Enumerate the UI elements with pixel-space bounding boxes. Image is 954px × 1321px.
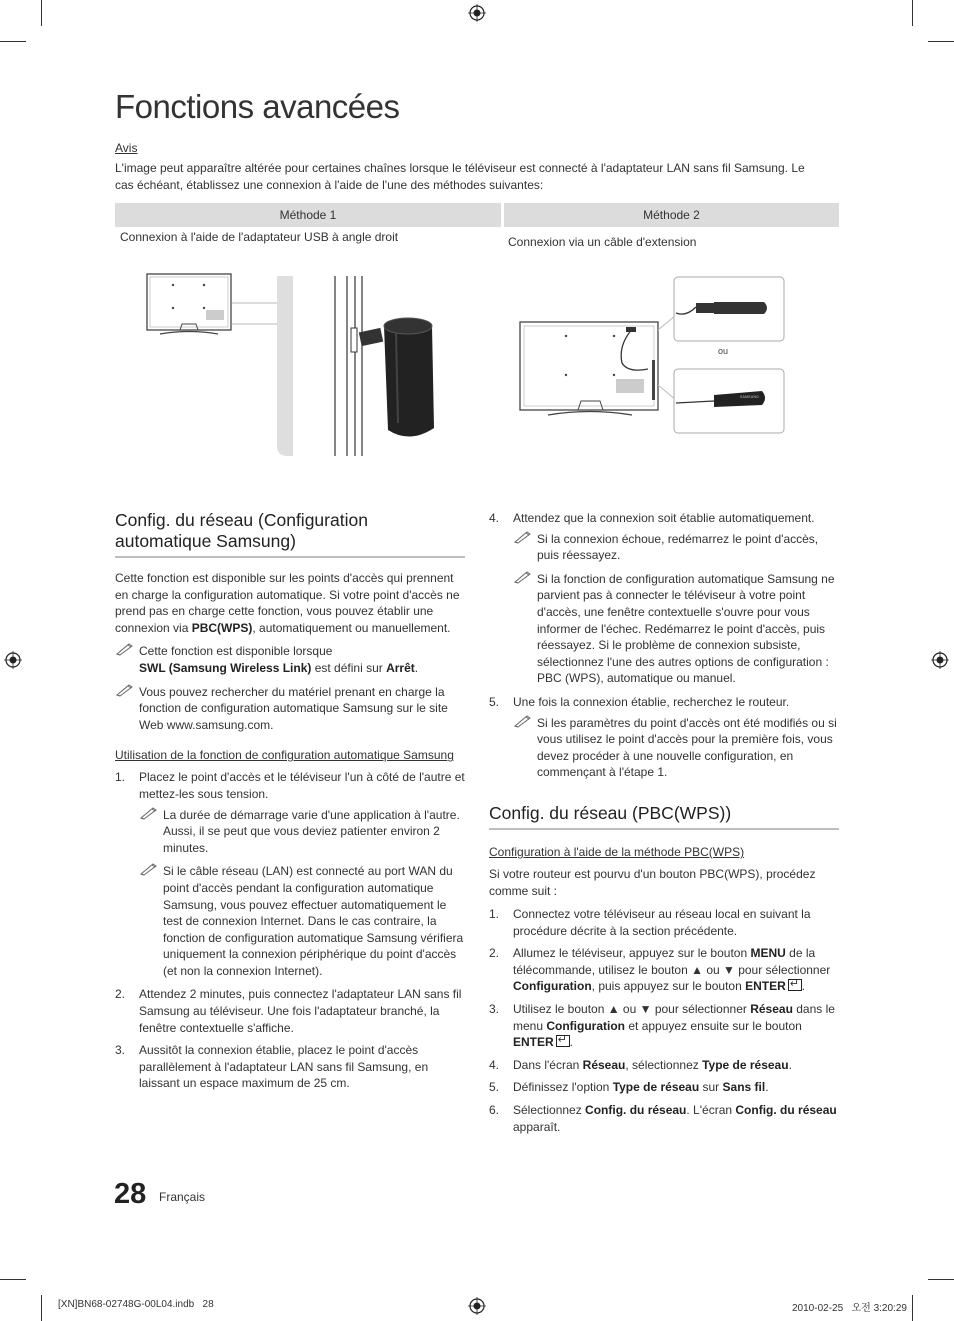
step-item: 5. Une fois la connexion établie, recherchez le routeur. Si les paramètres du point d'accès ont été modifiés ou si vous utilisez le point d'accès pour la première fois, vous devez procéder à une nouvelle configuration, en commençant à l'étape 1. bbox=[489, 694, 839, 781]
step-note: Si la connexion échoue, redémarrez le point d'accès, puis réessayez. bbox=[513, 531, 839, 564]
crosshair-icon bbox=[4, 651, 22, 669]
samsung-brand-label: SAMSUNG bbox=[740, 395, 760, 399]
method2-caption: Connexion via un câble d'extension bbox=[508, 235, 697, 249]
footer-timestamp: 2010-02-25 오전 3:20:29 bbox=[792, 1303, 907, 1314]
right-column bbox=[489, 510, 839, 1141]
section1-note: Cette fonction est disponible lorsque SWL (Samsung Wireless Link) est défini sur Arrêt. bbox=[115, 643, 465, 676]
step-item: 2. Attendez 2 minutes, puis connectez l'adaptateur LAN sans fil Samsung au téléviseur. Une fois l'adaptateur branché, la fenêtre contextuelle s'affiche. bbox=[115, 987, 462, 1035]
enter-icon bbox=[788, 979, 802, 991]
pencil-note-icon bbox=[139, 862, 159, 876]
section1-heading: Config. du réseau (Configuration automatique Samsung) bbox=[115, 510, 465, 558]
avis-text: L'image peut apparaître altérée pour certaines chaînes lorsque le téléviseur est connecté à l'adaptateur LAN sans fil Samsung. Le cas échéant, établissez une connexion à l'aide de l'une des méthodes suivantes: bbox=[115, 161, 805, 192]
pencil-note-icon bbox=[115, 683, 135, 697]
step-note: Si la fonction de configuration automatique Samsung ne parvient pas à connecter le téléviseur à votre point d'accès, une fenêtre contextuelle s'ouvre pour vous informer de l'échec. Redémarrez le point d'accès, puis réessayez. Si le problème de connexion subsiste, sélectionnez l'une des autres options de configuration : PBC (WPS), automatique ou manuel. bbox=[513, 571, 839, 687]
page-title: Fonctions avancées bbox=[115, 88, 400, 125]
section2-subheading: Configuration à l'aide de la méthode PBC(WPS) bbox=[489, 844, 745, 859]
crop-mark bbox=[928, 1279, 954, 1280]
method2-header: Méthode 2 bbox=[504, 203, 839, 227]
crosshair-icon bbox=[931, 651, 949, 669]
step-item: 4. Dans l'écran Réseau, sélectionnez Type de réseau. bbox=[489, 1057, 792, 1072]
crop-mark bbox=[41, 0, 42, 26]
avis-label: Avis bbox=[115, 141, 138, 155]
step-item: 3. Utilisez le bouton ▲ ou ▼ pour sélectionner Réseau dans le menu Configuration et appuyez ensuite sur le bouton ENTER↵ . bbox=[489, 1001, 839, 1051]
crosshair-icon bbox=[468, 4, 486, 22]
pencil-note-icon bbox=[513, 714, 533, 728]
crosshair-icon bbox=[468, 1297, 486, 1315]
page-number: 28 bbox=[114, 1178, 147, 1210]
enter-icon bbox=[556, 1035, 570, 1047]
step-note: Si les paramètres du point d'accès ont été modifiés ou si vous utilisez le point d'accès pour la première fois, vous devez procéder à une nouvelle configuration, en commençant à l'étape 1. bbox=[513, 715, 839, 781]
crop-mark bbox=[912, 1295, 913, 1321]
pencil-note-icon bbox=[513, 530, 533, 544]
step-item: 3. Aussitôt la connexion établie, placez le point d'accès parallèlement à l'adaptateur LAN sans fil Samsung, en laissant un espace maximum de 25 cm. bbox=[115, 1043, 429, 1091]
section1-intro: Cette fonction est disponible sur les points d'accès qui prennent en charge la configuration automatique. Si votre point d'accès ne prend pas en charge cette fonction, vous pouvez établir une connexion via PBC(WPS), automatiquement ou manuellement. bbox=[115, 571, 460, 635]
step-item: 6. Sélectionnez Config. du réseau. L'écran Config. du réseau apparaît. bbox=[489, 1103, 837, 1134]
crop-mark bbox=[928, 41, 954, 42]
step-item: 1. Placez le point d'accès et le téléviseur l'un à côté de l'autre et mettez-les sous tension. La durée de démarrage varie d'une application à l'autre. Aussi, il se peut que vous deviez patienter environ 2 minutes. Si le câble réseau (LAN) est connecté au port WAN du point d'accès pendant la configuration automatique Samsung, vous pouvez effectuer automatiquement le test de connexion Internet. Dans le cas contraire, la fonction de configuration automatique Samsung vérifiera uniquement la connexion périphérique du point d'accès (et non la connexion Internet). bbox=[115, 770, 465, 978]
pencil-note-icon bbox=[513, 570, 533, 584]
footer-file-info: [XN]BN68-02748G-00L04.indb 28 bbox=[58, 1299, 214, 1310]
or-label: ou bbox=[718, 346, 729, 356]
section2-intro: Si votre routeur est pourvu d'un bouton PBC(WPS), procédez comme suit : bbox=[489, 866, 816, 898]
crop-mark bbox=[0, 41, 26, 42]
step-note: Si le câble réseau (LAN) est connecté au port WAN du point d'accès pendant la configuration automatique Samsung, vous pouvez effectuer automatiquement le test de connexion Internet. Dans le cas contraire, la fonction de configuration automatique Samsung vérifiera uniquement la connexion périphérique du point d'accès (et non la connexion Internet). bbox=[139, 863, 465, 979]
crop-mark bbox=[912, 0, 913, 26]
step-item: 4. Attendez que la connexion soit établie automatiquement. Si la connexion échoue, redémarrez le point d'accès, puis réessayez. Si la fonction de configuration automatique Samsung ne parvient pas à connecter le téléviseur à votre point d'accès, une fenêtre contextuelle s'ouvre pour vous informer de l'échec. Redémarrez le point d'accès, puis réessayez. Si le problème de connexion subsiste, sélectionnez l'une des autres options de configuration : PBC (WPS), automatique ou manuel. bbox=[489, 510, 839, 687]
pencil-note-icon bbox=[115, 642, 135, 656]
crop-mark bbox=[0, 1279, 26, 1280]
section2-heading: Config. du réseau (PBC(WPS)) bbox=[489, 803, 839, 830]
section1-subheading: Utilisation de la fonction de configuration automatique Samsung bbox=[115, 748, 454, 763]
page-language: Français bbox=[159, 1190, 206, 1204]
pencil-note-icon bbox=[139, 806, 159, 820]
method1-illustration bbox=[140, 268, 476, 460]
method1-caption: Connexion à l'aide de l'adaptateur USB à angle droit bbox=[120, 230, 399, 244]
step-item: 1. Connectez votre téléviseur au réseau local en suivant la procédure décrite à la section précédente. bbox=[489, 907, 811, 938]
section1-note: Vous pouvez rechercher du matériel prenant en charge la fonction de configuration automatique Samsung sur le site Web www.samsung.com. bbox=[115, 684, 465, 734]
step-note: La durée de démarrage varie d'une application à l'autre. Aussi, il se peut que vous deviez patienter environ 2 minutes. bbox=[139, 807, 465, 857]
method1-header: Méthode 1 bbox=[115, 203, 501, 227]
left-column bbox=[115, 510, 465, 1098]
method2-illustration bbox=[518, 275, 788, 435]
step-item: 2. Allumez le téléviseur, appuyez sur le bouton MENU de la télécommande, utilisez le bouton ▲ ou ▼ pour sélectionner Configuration, puis appuyez sur le bouton ENTER↵ . bbox=[489, 945, 839, 995]
step-item: 5. Définissez l'option Type de réseau sur Sans fil. bbox=[489, 1080, 769, 1095]
crop-mark bbox=[41, 1295, 42, 1321]
